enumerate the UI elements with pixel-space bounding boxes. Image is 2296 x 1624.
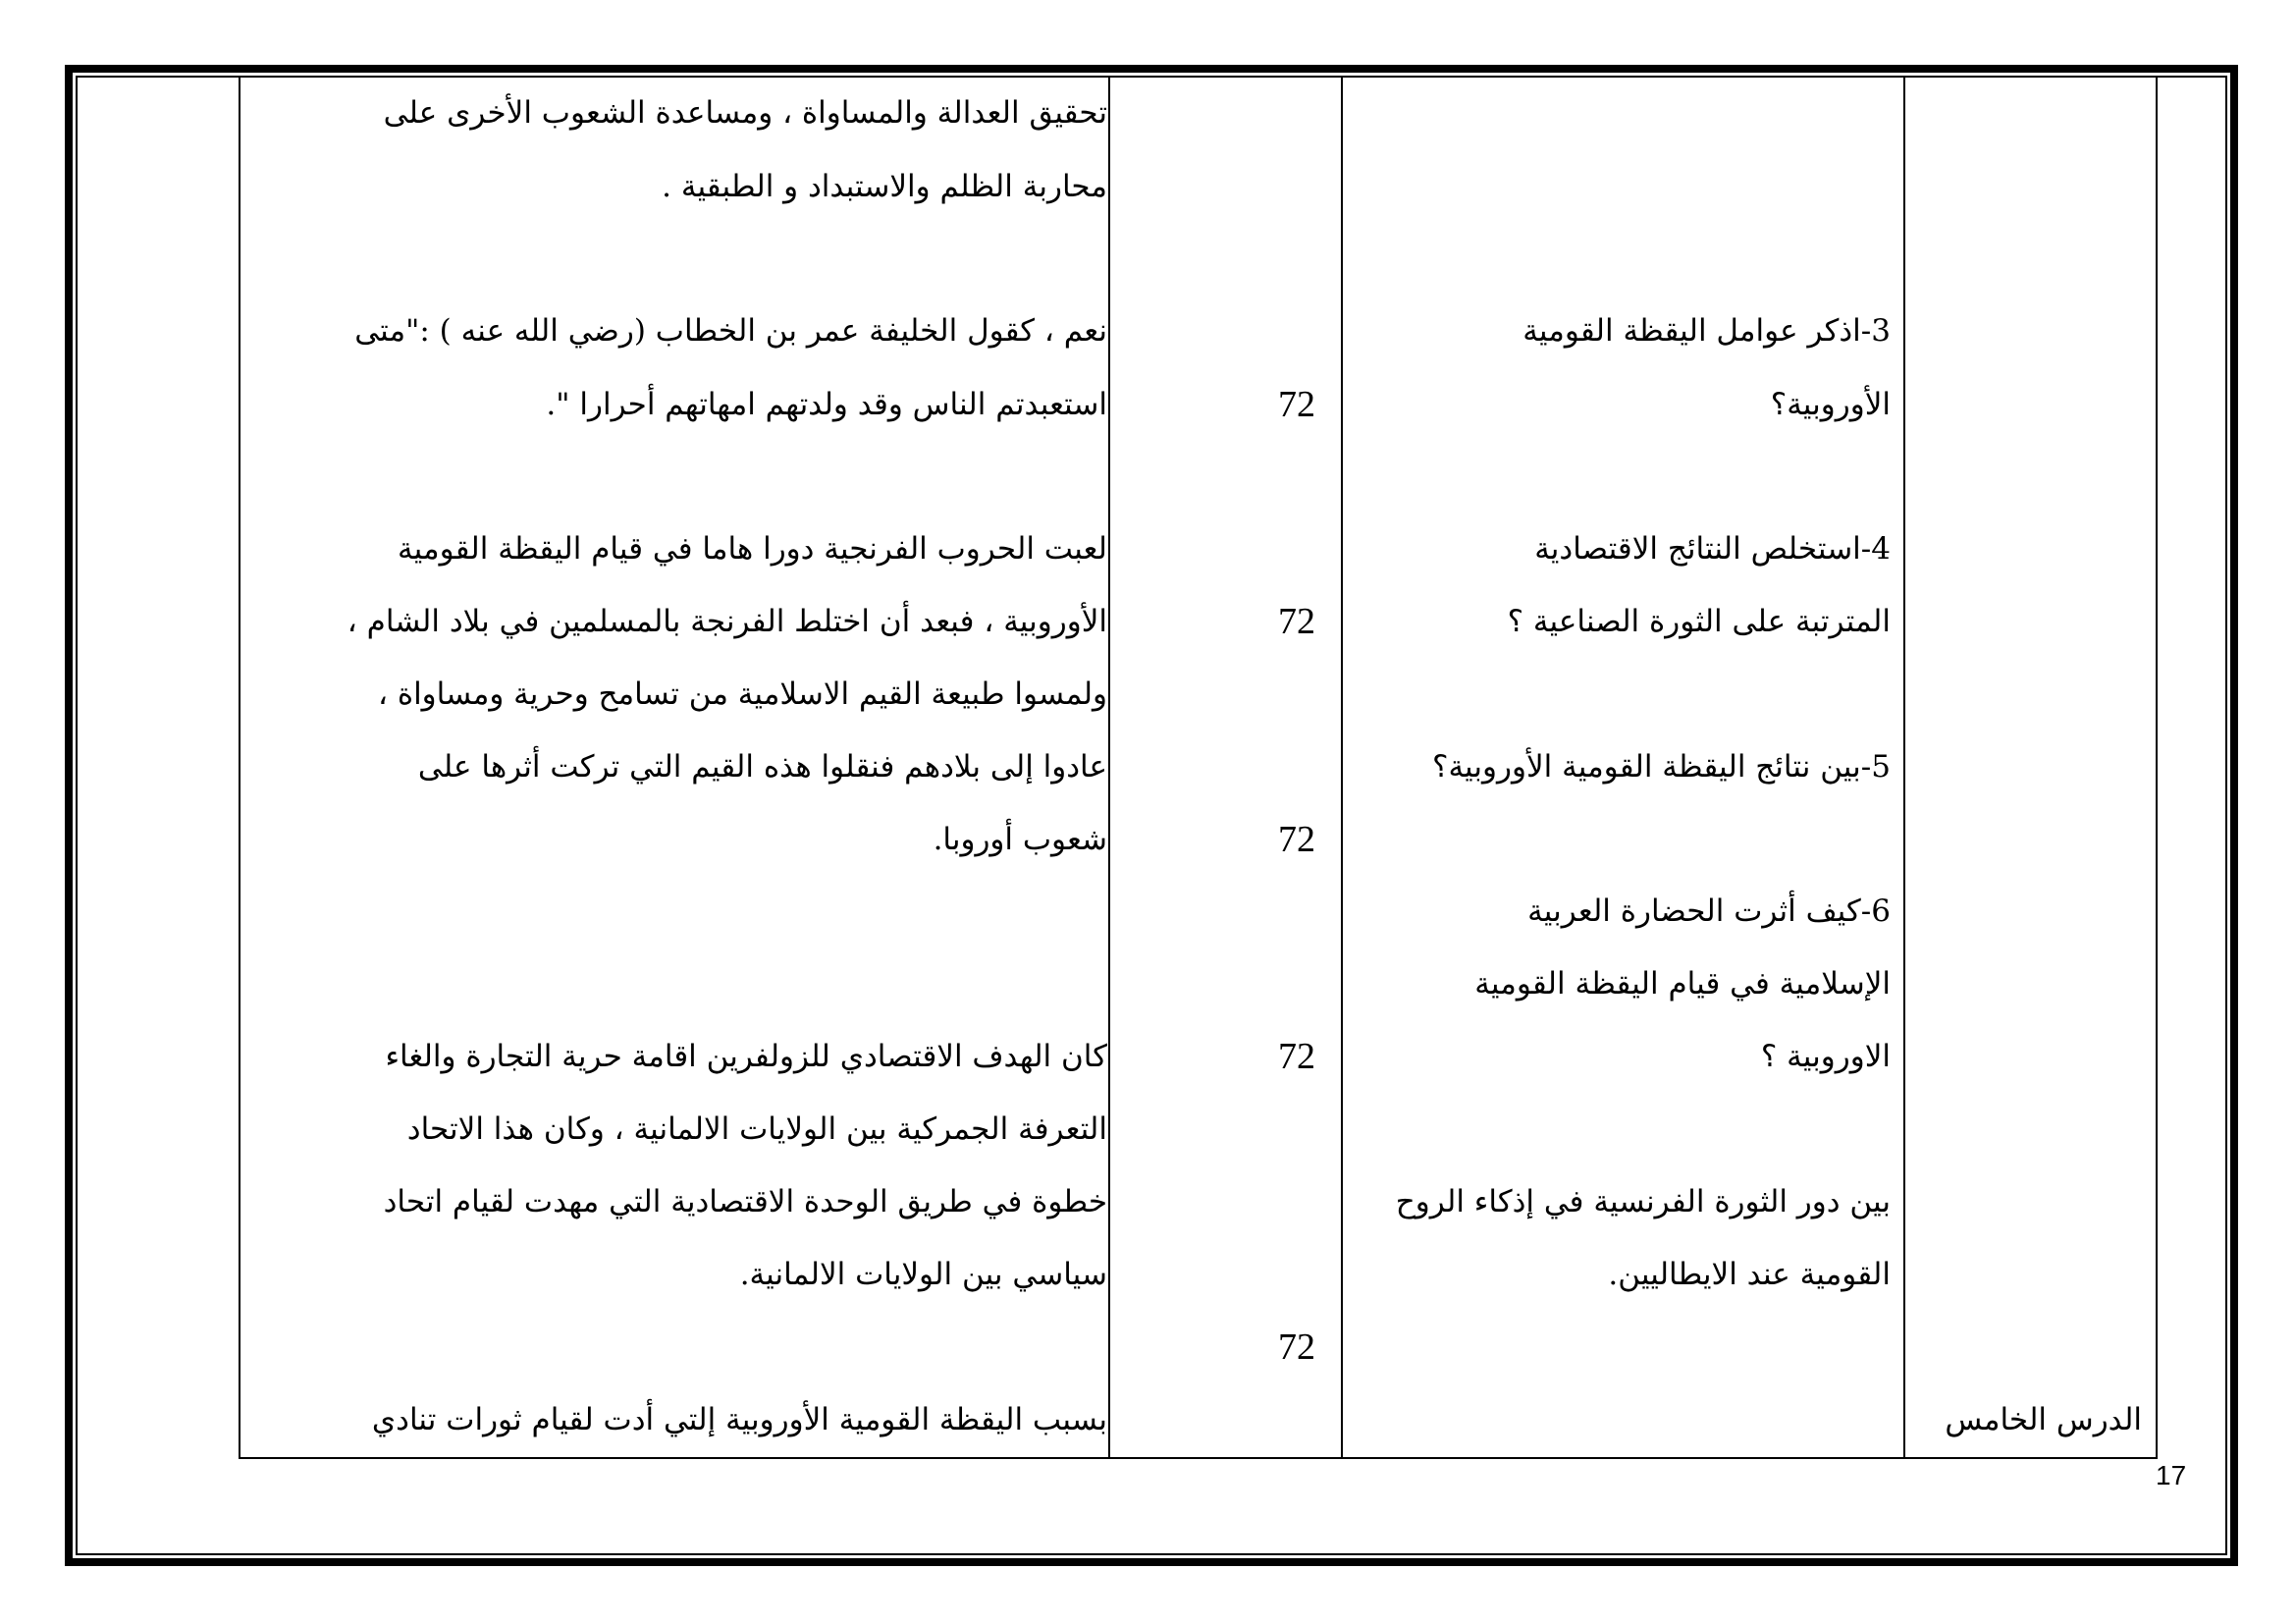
question-line: الأوروبية؟ (1770, 387, 1891, 422)
page-ref: 72 (1278, 601, 1315, 642)
question-line: 4-استخلص النتائج الاقتصادية (1534, 531, 1891, 567)
answer-line: استعبدتم الناس وقد ولدتهم امهاتهم أحرارا ". (546, 387, 1107, 422)
question-line: بين دور الثورة الفرنسية في إذكاء الروح (1395, 1184, 1891, 1219)
question-line: 5-بين نتائج اليقظة القومية الأوروبية؟ (1431, 749, 1891, 785)
question-line: الإسلامية في قيام اليقظة القومية (1474, 966, 1891, 1001)
answer-line: تحقيق العدالة والمساواة ، ومساعدة الشعوب الأخرى على (383, 95, 1107, 131)
page-ref: 72 (1278, 1326, 1315, 1368)
lesson-label: الدرس الخامس (1945, 1402, 2142, 1437)
answer-line: محاربة الظلم والاستبداد و الطبقية . (662, 169, 1107, 204)
answer-line: بسبب اليقظة القومية الأوروبية إلتي أدت لقيام ثورات تنادي (371, 1402, 1107, 1437)
answer-line: سياسي بين الولايات الالمانية. (739, 1257, 1107, 1292)
answer-line: شعوب أوروبا. (933, 822, 1107, 857)
answer-line: كان الهدف الاقتصادي للزولفرين اقامة حرية التجارة والغاء (385, 1039, 1107, 1074)
question-line: المترتبة على الثورة الصناعية ؟ (1507, 604, 1891, 639)
table-divider (1903, 76, 1905, 1459)
answer-line: لعبت الحروب الفرنجية دورا هاما في قيام اليقظة القومية (398, 531, 1107, 567)
answer-line: الأوروبية ، فبعد أن اختلط الفرنجة بالمسلمين في بلاد الشام ، (347, 604, 1107, 639)
page-ref: 72 (1278, 1036, 1315, 1077)
answer-line: التعرفة الجمركية بين الولايات الالمانية ، وكان هذا الاتحاد (406, 1111, 1107, 1147)
page-ref: 72 (1278, 819, 1315, 860)
question-line: 6-كيف أثرت الحضارة العربية (1527, 893, 1891, 929)
page-number: 17 (2156, 1460, 2187, 1490)
question-line: الاوروبية ؟ (1760, 1039, 1891, 1074)
question-line: 3-اذكر عوامل اليقظة القومية (1522, 313, 1891, 349)
page-ref: 72 (1278, 384, 1315, 425)
table-divider (1108, 76, 1110, 1459)
answer-line: خطوة في طريق الوحدة الاقتصادية التي مهدت لقيام اتحاد (383, 1184, 1107, 1219)
table-divider (1341, 76, 1343, 1459)
answer-line: عادوا إلى بلادهم فنقلوا هذه القيم التي تركت أثرها على (417, 749, 1107, 785)
question-line: القومية عند الايطاليين. (1608, 1257, 1891, 1292)
answer-line: ولمسوا طبيعة القيم الاسلامية من تسامح وحرية ومساواة ، (377, 677, 1107, 712)
answer-line: نعم ، كقول الخليفة عمر بن الخطاب (رضي الله عنه ) :"متى (354, 313, 1107, 349)
